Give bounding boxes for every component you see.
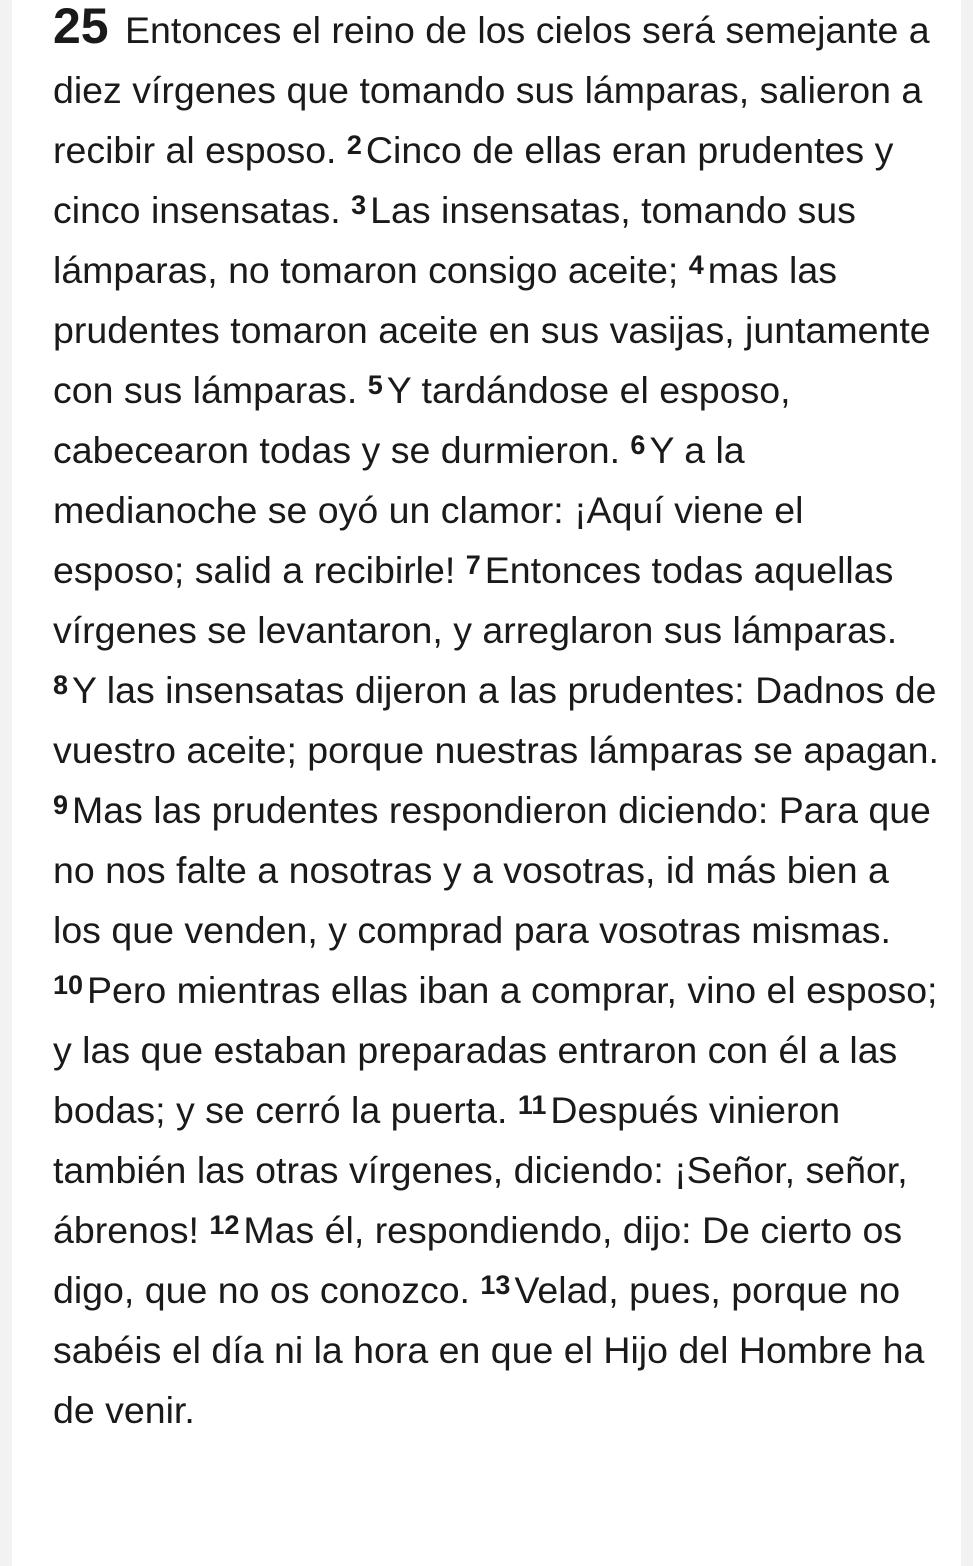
chapter-number: 25 [53, 0, 109, 54]
verse-1-text: Entonces el reino de los cielos será semejante a diez vírgenes que tomando sus lámparas, salieron a recibir al esposo. [53, 9, 930, 171]
verse-number: 2 [346, 130, 362, 160]
verse-text: Cinco de ellas eran prudentes y cinco insensatas. [53, 129, 894, 231]
verse-number: 7 [465, 550, 481, 580]
verse-text: Después vinieron también las otras vírgenes, diciendo: ¡Señor, señor, ábrenos! [53, 1089, 908, 1251]
verse-number: 9 [53, 790, 69, 820]
verse-number: 5 [367, 370, 383, 400]
verse-text: mas las prudentes tomaron aceite en sus vasijas, juntamente con sus lámparas. [53, 249, 931, 411]
chapter-passage [53, 0, 941, 1440]
verse-text: Mas él, respondiendo, dijo: De cierto os digo, que no os conozco. [53, 1209, 903, 1311]
verse-number: 13 [480, 1270, 511, 1300]
verse-number: 4 [688, 250, 704, 280]
verse-text: Pero mientras ellas iban a comprar, vino el esposo; y las que estaban preparadas entraron con él a las bodas; y se cerró la puerta. [53, 969, 938, 1131]
verse-number: 11 [517, 1090, 547, 1120]
verse-text: Y tardándose el esposo, cabecearon todas y se durmieron. [53, 369, 791, 471]
verse-text: Y las insensatas dijeron a las prudentes: Dadnos de vuestro aceite; porque nuestras lámparas se apagan. [53, 669, 939, 771]
verse-text: Velad, pues, porque no sabéis el día ni la hora en que el Hijo del Hombre ha de venir. [53, 1269, 925, 1431]
verse-text: Mas las prudentes respondieron diciendo: Para que no nos falte a nosotras y a vosotras, id más bien a los que venden, y comprad para vosotras mismas. [53, 789, 931, 951]
verse-number: 3 [351, 190, 367, 220]
verse-text: Entonces todas aquellas vírgenes se levantaron, y arreglaron sus lámparas. [53, 549, 898, 651]
verse-text: Las insensatas, tomando sus lámparas, no tomaron consigo aceite; [53, 189, 856, 291]
verse-number: 12 [209, 1210, 240, 1240]
verse-number: 6 [630, 430, 646, 460]
verse-number: 8 [53, 670, 69, 700]
bible-page [12, 0, 961, 1566]
verse-text: Y a la medianoche se oyó un clamor: ¡Aquí viene el esposo; salid a recibirle! [53, 429, 804, 591]
verse-number: 10 [53, 970, 84, 1000]
